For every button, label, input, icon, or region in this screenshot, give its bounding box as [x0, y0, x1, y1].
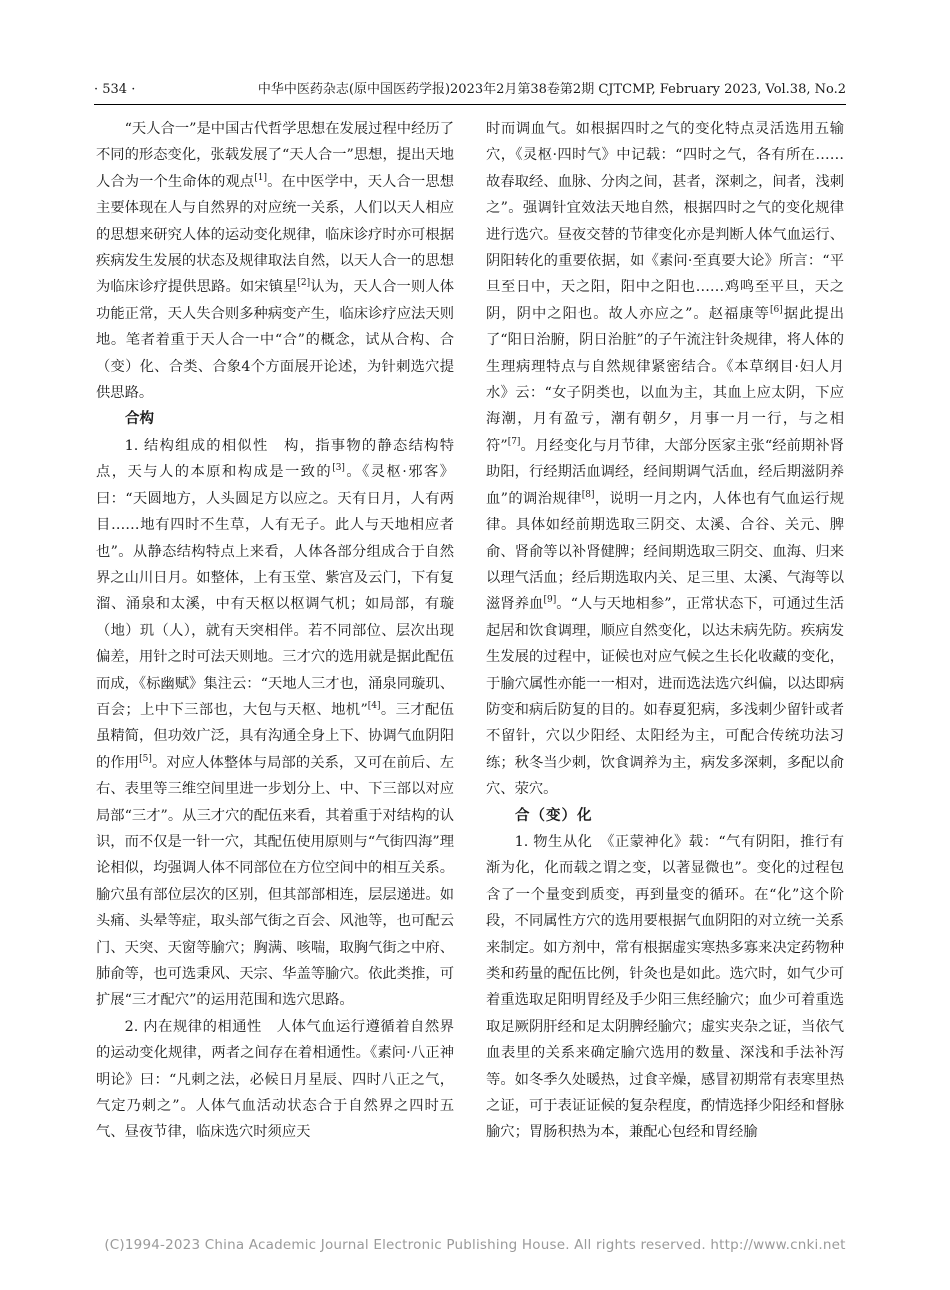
paragraph-continued: 时而调血气。如根据四时之气的变化特点灵活选用五输穴，《灵枢·四时气》中记载：“四时之气，各有所在……故春取经、血脉、分肉之间，甚者，深刺之，间者，浅刺之”。强调针宜效法天地自然，根据四时之气的变化规律进行选穴。昼夜交替的节律变化亦是判断人体气血运行、阴阳转化的重要依据，如《素问·至真要大论》所言：“平旦至日中，天之阳，阳中之阳也……鸡鸣至平旦，天之阴，阴中之阳也。故人亦应之”。赵福康等[6]据此提出了“阳日治腑，阴日治脏”的子午流注针灸规律，将人体的生理病理特点与自然规律紧密结合。《本草纲目·妇人月水》云：“女子阴类也，以血为主，其血上应太阴，下应海潮，月有盈亏，潮有朝夕，月事一月一行，与之相符”[7]。月经变化与月节律，大部分医家主张“经前期补肾助阳，行经期活血调经，经间期调气活血，经后期滋阴养血”的调治规律[8]，说明一月之内，人体也有气血运行规律。具体如经前期选取三阴交、太溪、合谷、关元、脾俞、肾俞等以补肾健脾；经间期选取三阴交、血海、归来以理气活血；经后期选取内关、足三里、太溪、气海等以滋肾养血[9]。“人与天地相参”，正常状态下，可通过生活起居和饮食调理，顺应自然变化，以达未病先防。疾病发生发展的过程中，证候也对应气候之生长化收藏的变化，于腧穴属性亦能一一相对，进而选法选穴纠偏，以达即病防变和病后防复的目的。如春夏犯病，多浅刺少留针或者不留针，穴以少阳经、太阳经为主，可配合传统功法习练；秋冬当少刺，饮食调养为主，病发多深刺，多配以俞穴、荥穴。	[486, 121, 845, 798]
intro-paragraph: “天人合一”是中国古代哲学思想在发展过程中经历了不同的形态变化，张载发展了“天人合一”思想，提出天地人合为一个生命体的观点[1]。在中医学中，天人合一思想主要体现在人与自然界的对应统一关系，人们以天人相应的思想来研究人体的运动变化规律，临床诊疗时亦可根据疾病发生发展的状态及规律取法自然，以天人合一的思想为临床诊疗提供思路。如宋镇星[2]认为，天人合一则人体功能正常，天人失合则多种病变产生，临床诊疗应法天则地。笔者着重于天人合一中“合”的概念，试从合构、合（变）化、合类、合象4个方面展开论述，为针刺选穴提供思路。	[96, 121, 455, 402]
citation-ref[interactable]: [2]	[297, 278, 311, 289]
citation-ref[interactable]: [8]	[581, 489, 595, 500]
copyright-footer: (C)1994-2023 China Academic Journal Electronic Publishing House. All rights reserved. http://www.cnki.net	[104, 1237, 846, 1253]
paragraph-wusheng-conghua: 1. 物生从化 《正蒙神化》载：“气有阴阳，推行有渐为化，化而载之谓之变，以著显微也”。变化的过程包含了一个量变到质变，再到量变的循环。在“化”这个阶段，不同属性方穴的选用要根据气血阴阳的对立统一关系来制定。如方剂中，常有根据虚实寒热多寡来决定药物种类和药量的配伍比例，针灸也是如此。选穴时，如气少可着重选取足阳明胃经及手少阳三焦经腧穴；血少可着重选取足厥阴肝经和足太阴脾经腧穴；虚实夹杂之证，当依气血表里的关系来确定腧穴选用的数量、深浅和手法补泻等。如冬季久处暖热，过食辛燥，感冒初期常有表寒里热之证，可于表证证候的复杂程度，酌情选择少阳经和督脉腧穴；胃肠积热为本，兼配心包经和胃经腧	[486, 833, 844, 1141]
section-heading-hegou: 合构	[125, 410, 154, 428]
paragraph-inner-law: 2. 内在规律的相通性 人体气血运行遵循着自然界的运动变化规律，两者之间存在着相通性。《素问·八正神明论》曰：“凡刺之法，必候日月星辰、四时八正之气，气定乃刺之”。人体气血活动状态合于自然界之四时五气、昼夜节律，临床选穴时须应天	[96, 1018, 454, 1141]
citation-ref[interactable]: [1]	[254, 173, 267, 184]
journal-citation: 中华中医药杂志(原中国医药学报)2023年2月第38卷第2期 CJTCMP, February 2023, Vol.38, No.2	[257, 82, 846, 97]
citation-ref[interactable]: [3]	[332, 463, 345, 474]
citation-ref[interactable]: [4]	[367, 701, 381, 712]
running-header	[94, 78, 846, 102]
citation-ref[interactable]: [6]	[770, 305, 783, 316]
right-column	[486, 116, 844, 1146]
citation-ref[interactable]: [9]	[543, 595, 557, 606]
page-number: · 534 ·	[94, 82, 136, 97]
header-rule	[94, 104, 846, 105]
paragraph-structure-similarity: 1. 结构组成的相似性 构，指事物的静态结构特点，天与人的本原和构成是一致的[3]。《灵枢·邪客》曰：“天圆地方，人头圆足方以应之。天有日月，人有两目……地有四时不生草，人有无子。此人与天地相应者也”。从静态结构特点上来看，人体各部分组成合于自然界之山川日月。如整体，上有玉堂、紫宫及云门，下有复溜、涌泉和太溪，中有天枢以枢调气机；如局部，有璇（地）玑（人），就有天突相伴。若不同部位、层次出现偏差，用针之时可法天则地。三才穴的选用就是据此配伍而成，《标幽赋》集注云：“天地人三才也，涌泉同璇玑、百会；上中下三部也，大包与天枢、地机”[4]。三才配伍虽精简，但功效广泛，具有沟通全身上下、协调气血阴阳的作用[5]。对应人体整体与局部的关系，又可在前后、左右、表里等三维空间里进一步划分上、中、下三部以对应局部“三才”。从三才穴的配伍来看，其着重于对结构的认识，而不仅是一针一穴，其配伍使用原则与“气街四海”理论相似，均强调人体不同部位在方位空间中的相互关系。腧穴虽有部位层次的区别，但其部部相连，层层递进。如头痛、头晕等症，取头部气街之百会、风池等，也可配云门、天突、天窗等腧穴；胸满、咳喘，取胸气街之中府、肺俞等，也可选秉风、天宗、华盖等腧穴。依此类推，可扩展“三才配穴”的运用范围和选穴思路。	[96, 437, 454, 1009]
left-column	[96, 116, 454, 1146]
citation-ref[interactable]: [5]	[139, 753, 152, 764]
section-heading-hebianhua: 合（变）化	[515, 806, 593, 824]
citation-ref[interactable]: [7]	[507, 437, 521, 448]
